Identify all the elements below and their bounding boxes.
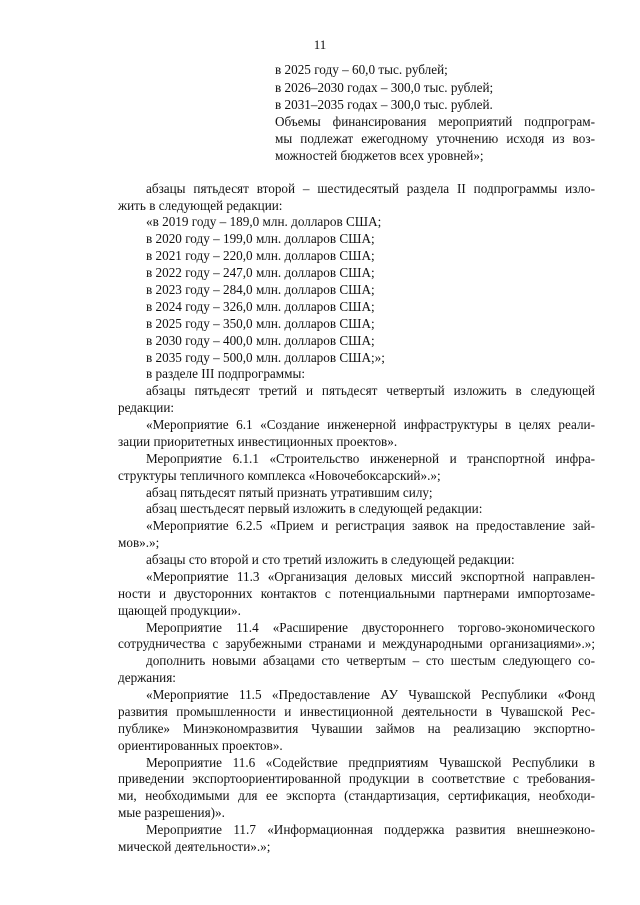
text-line: публике» Минэкономразвития Чувашии займов на реализацию экспортно- bbox=[118, 721, 595, 736]
text-line: в 2023 году – 284,0 млн. долларов США; bbox=[146, 282, 375, 297]
text-line: щающей продукции». bbox=[118, 603, 241, 618]
text-line: в 2035 году – 500,0 млн. долларов США;»; bbox=[146, 350, 385, 365]
text-line: в 2025 году – 350,0 млн. долларов США; bbox=[146, 316, 375, 331]
text-line: «Мероприятие 11.5 «Предоставление АУ Чувашской Республики «Фонд bbox=[146, 687, 595, 702]
text-line: «в 2019 году – 189,0 млн. долларов США; bbox=[146, 214, 382, 229]
text-line: мов».»; bbox=[118, 535, 160, 550]
text-line: «Мероприятие 11.3 «Организация деловых миссий экспортной направлен- bbox=[146, 569, 595, 584]
text-line: Мероприятие 11.6 «Содействие предприятиям Чувашской Республики в bbox=[146, 755, 595, 770]
text-line: мической деятельности».»; bbox=[118, 839, 271, 854]
text-line: зации приоритетных инвестиционных проектов». bbox=[118, 434, 398, 449]
text-line: «Мероприятие 6.2.5 «Прием и регистрация заявок на предоставление зай- bbox=[146, 518, 595, 533]
text-line: в разделе III подпрограммы: bbox=[146, 366, 306, 381]
page-number: 11 bbox=[313, 37, 327, 52]
text-line: Объемы финансирования мероприятий подпрограм- bbox=[275, 114, 595, 129]
text-line: в 2024 году – 326,0 млн. долларов США; bbox=[146, 299, 375, 314]
text-line: структуры тепличного комплекса «Новочебоксарский».»; bbox=[118, 468, 441, 483]
text-line: в 2020 году – 199,0 млн. долларов США; bbox=[146, 231, 375, 246]
text-line: абзацы пятьдесят третий и пятьдесят четвертый изложить в следующей bbox=[146, 383, 595, 398]
text-line: ми, необходимыми для ее экспорта (стандартизация, сертификация, необходи- bbox=[118, 788, 595, 803]
text-line: дополнить новыми абзацами сто четвертым – сто шестым следующего со- bbox=[146, 653, 595, 668]
text-line: абзац пятьдесят пятый признать утратившим силу; bbox=[146, 485, 433, 500]
text-line: держания: bbox=[118, 670, 176, 685]
text-line: в 2025 году – 60,0 тыс. рублей; bbox=[275, 62, 448, 77]
text-line: ности и двусторонних контактов с потенциальными партнерами импортозаме- bbox=[118, 586, 595, 601]
text-line: в 2021 году – 220,0 млн. долларов США; bbox=[146, 248, 375, 263]
text-line: в 2026–2030 годах – 300,0 тыс. рублей; bbox=[275, 80, 494, 95]
text-line: сотрудничества с зарубежными странами и международными организациями».»; bbox=[118, 636, 595, 651]
text-line: ориентированных проектов». bbox=[118, 738, 283, 753]
text-line: в 2031–2035 годах – 300,0 тыс. рублей. bbox=[275, 97, 493, 112]
text-line: в 2030 году – 400,0 млн. долларов США; bbox=[146, 333, 375, 348]
text-line: абзацы пятьдесят второй – шестидесятый раздела II подпрограммы изло- bbox=[146, 181, 595, 196]
text-line: Мероприятие 6.1.1 «Строительство инженерной и транспортной инфра- bbox=[146, 451, 595, 466]
text-line: в 2022 году – 247,0 млн. долларов США; bbox=[146, 265, 375, 280]
text-line: абзац шестьдесят первый изложить в следующей редакции: bbox=[146, 501, 483, 516]
text-line: «Мероприятие 6.1 «Создание инженерной инфраструктуры в целях реали- bbox=[146, 417, 595, 432]
text-line: редакции: bbox=[118, 400, 175, 415]
text-line: можностей бюджетов всех уровней»; bbox=[275, 148, 484, 163]
text-line: мы подлежат ежегодному уточнению исходя из воз- bbox=[275, 131, 595, 146]
text-line: Мероприятие 11.4 «Расширение двустороннего торгово-экономического bbox=[146, 620, 595, 635]
text-line: жить в следующей редакции: bbox=[118, 198, 283, 213]
text-line: приведении экспортоориентированной продукции в соответствие с требования- bbox=[118, 771, 595, 786]
text-line: развития промышленности и инвестиционной деятельности в Чувашской Рес- bbox=[118, 704, 595, 719]
text-line: Мероприятие 11.7 «Информационная поддержка развития внешнеэконо- bbox=[146, 822, 595, 837]
text-line: мые разрешения)». bbox=[118, 805, 225, 820]
text-line: абзацы сто второй и сто третий изложить в следующей редакции: bbox=[146, 552, 515, 567]
